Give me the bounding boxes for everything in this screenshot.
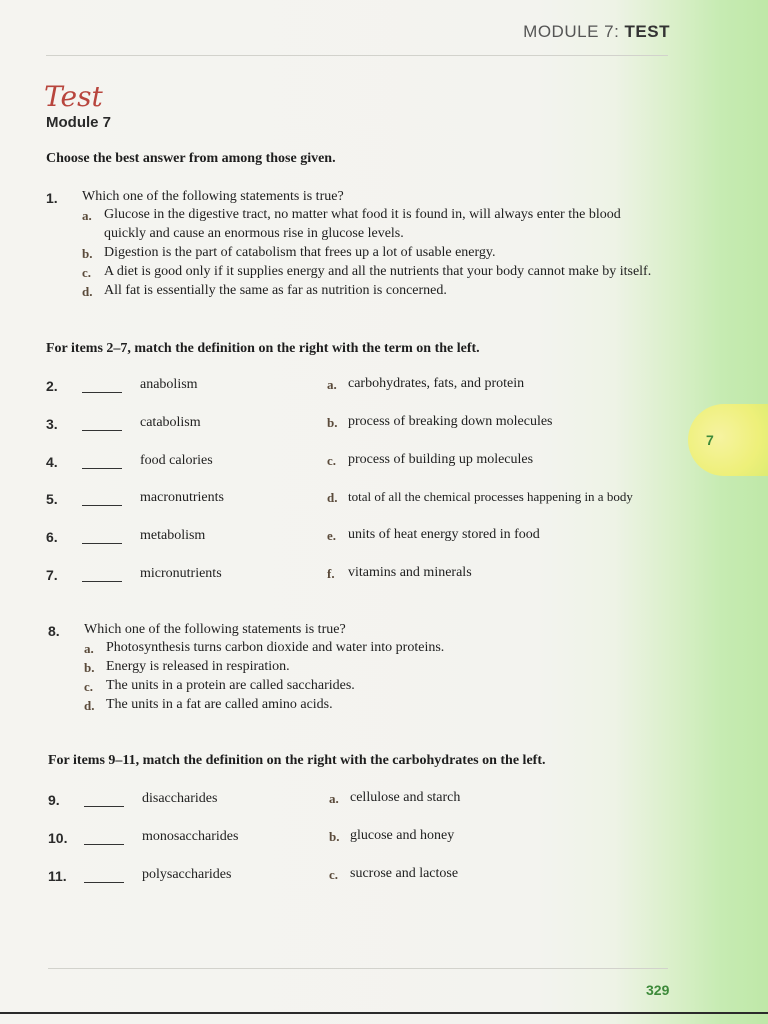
question-number: 8. — [48, 623, 60, 639]
option-letter: b. — [84, 660, 95, 675]
definition-text: sucrose and lactose — [350, 866, 459, 881]
answer-blank — [82, 468, 122, 469]
option-text: A diet is good only if it supplies energy and all the nutrients that your body cannot make by itself. — [104, 264, 652, 279]
definition-text: glucose and honey — [350, 828, 455, 843]
option-letter: d. — [84, 698, 95, 713]
definition-letter: d. — [327, 490, 338, 505]
option-text: Glucose in the digestive tract, no matter what food it is found in, will always enter the blood — [104, 207, 621, 222]
definition-text: cellulose and starch — [350, 790, 461, 805]
item-number: 4. — [46, 454, 58, 470]
item-number: 2. — [46, 378, 58, 394]
option-letter: d. — [82, 284, 93, 299]
test-script-title: Test — [44, 80, 103, 113]
definition-letter: a. — [327, 377, 337, 392]
item-number: 9. — [48, 792, 60, 808]
term-text: catabolism — [140, 415, 201, 430]
question-number: 1. — [46, 190, 58, 206]
term-text: metabolism — [140, 528, 206, 543]
definition-text: vitamins and minerals — [348, 565, 472, 580]
definition-text: units of heat energy stored in food — [348, 527, 540, 542]
item-number: 11. — [48, 868, 67, 884]
definition-letter: c. — [327, 453, 337, 468]
term-text: anabolism — [140, 377, 198, 392]
answer-blank — [82, 543, 122, 544]
test-label: TEST — [624, 22, 670, 41]
module-label: MODULE 7: — [523, 22, 620, 41]
answer-blank — [82, 505, 122, 506]
page-bottom-edge — [0, 1012, 768, 1014]
option-letter: c. — [82, 265, 92, 280]
answer-blank — [82, 581, 122, 582]
module-title: Module 7 — [46, 114, 112, 131]
term-text: macronutrients — [140, 490, 224, 505]
item-number: 7. — [46, 567, 58, 583]
definition-letter: a. — [329, 791, 339, 806]
answer-blank — [82, 430, 122, 431]
definition-letter: e. — [327, 528, 337, 543]
option-text: The units in a protein are called saccharides. — [106, 678, 355, 693]
section2-instruction: For items 2–7, match the definition on the right with the term on the left. — [46, 341, 480, 356]
module-header — [523, 22, 670, 42]
definition-text: process of building up molecules — [348, 452, 534, 467]
chapter-tab-label: 7 — [706, 432, 714, 448]
answer-blank — [84, 882, 124, 883]
item-number: 3. — [46, 416, 58, 432]
definition-letter: b. — [327, 415, 338, 430]
option-letter: b. — [82, 246, 93, 261]
term-text: disaccharides — [142, 791, 218, 806]
option-letter: a. — [82, 208, 92, 223]
option-text: The units in a fat are called amino acids. — [106, 697, 333, 712]
header-divider — [46, 55, 668, 56]
option-text: All fat is essentially the same as far as nutrition is concerned. — [104, 283, 447, 298]
answer-blank — [82, 392, 122, 393]
option-text: Photosynthesis turns carbon dioxide and water into proteins. — [106, 640, 445, 655]
term-text: polysaccharides — [142, 867, 232, 882]
section1-instruction: Choose the best answer from among those given. — [46, 151, 336, 166]
section4-instruction: For items 9–11, match the definition on the right with the carbohydrates on the left. — [48, 753, 546, 768]
page-number: 329 — [646, 982, 670, 998]
option-text: Energy is released in respiration. — [106, 659, 290, 674]
definition-letter: c. — [329, 867, 339, 882]
item-number: 10. — [48, 830, 68, 846]
answer-blank — [84, 806, 124, 807]
chapter-tab — [688, 404, 768, 476]
option-text: Digestion is the part of catabolism that frees up a lot of usable energy. — [104, 245, 496, 260]
definition-text: total of all the chemical processes happening in a body — [348, 489, 633, 504]
term-text: micronutrients — [140, 566, 222, 581]
question-text: Which one of the following statements is true? — [82, 189, 344, 204]
term-text: monosaccharides — [142, 829, 239, 844]
footer-divider — [48, 968, 668, 969]
definition-text: carbohydrates, fats, and protein — [348, 376, 525, 391]
option-letter: c. — [84, 679, 94, 694]
answer-blank — [84, 844, 124, 845]
option-text-continued: quickly and cause an enormous rise in glucose levels. — [104, 226, 404, 241]
option-letter: a. — [84, 641, 94, 656]
definition-text: process of breaking down molecules — [348, 414, 553, 429]
definition-letter: b. — [329, 829, 340, 844]
term-text: food calories — [140, 453, 213, 468]
question-text: Which one of the following statements is true? — [84, 622, 346, 637]
item-number: 5. — [46, 491, 58, 507]
item-number: 6. — [46, 529, 58, 545]
definition-letter: f. — [327, 566, 335, 581]
